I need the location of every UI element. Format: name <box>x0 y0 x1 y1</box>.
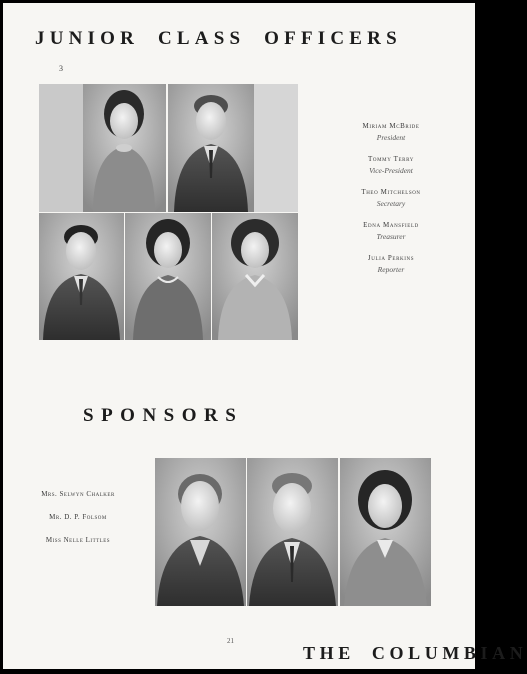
officer-entry <box>321 220 461 243</box>
footer-title: THE COLUMBIAN <box>303 643 527 663</box>
officer-title: President <box>376 133 406 142</box>
sponsor-name: Miss Nelle Littles <box>45 536 111 544</box>
page-title: JUNIOR CLASS OFFICERS <box>35 28 402 49</box>
sponsor-photo-1 <box>155 458 246 606</box>
page-number: 21 <box>227 637 234 645</box>
officer-name: Theo Mitchelson <box>361 188 421 196</box>
photo-left-filler <box>39 84 83 212</box>
officer-entry <box>321 187 461 210</box>
sponsor-list <box>23 489 133 558</box>
officer-photo-3 <box>39 213 124 340</box>
officer-title: Reporter <box>377 265 405 274</box>
officer-entry <box>321 253 461 276</box>
officer-title: Vice-President <box>369 166 413 175</box>
sponsor-photo-2 <box>247 458 338 606</box>
officer-entry <box>321 121 461 144</box>
officer-name: Edna Mansfield <box>363 221 419 229</box>
officer-entry <box>321 154 461 177</box>
officer-name: Miriam McBride <box>362 122 420 130</box>
sponsor-name: Mr. D. P. Folsom <box>49 513 107 521</box>
officer-title: Secretary <box>376 199 406 208</box>
officer-photo-4 <box>125 213 211 340</box>
officer-photo-2 <box>168 84 254 212</box>
yearbook-page <box>3 3 527 669</box>
officer-name: Julia Perkins <box>367 254 415 262</box>
officer-title: Treasurer <box>376 232 406 241</box>
officer-photo-5 <box>212 213 298 340</box>
officer-list <box>321 121 461 286</box>
photo-right-filler <box>254 84 298 212</box>
sponsor-photo-3 <box>340 458 431 606</box>
sponsors-heading: SPONSORS <box>83 405 244 426</box>
page-mark: 3 <box>59 64 63 73</box>
officer-name: Tommy Terry <box>368 155 414 163</box>
sponsor-name: Mrs. Selwyn Chalker <box>41 490 115 498</box>
officer-photo-1 <box>83 84 166 212</box>
